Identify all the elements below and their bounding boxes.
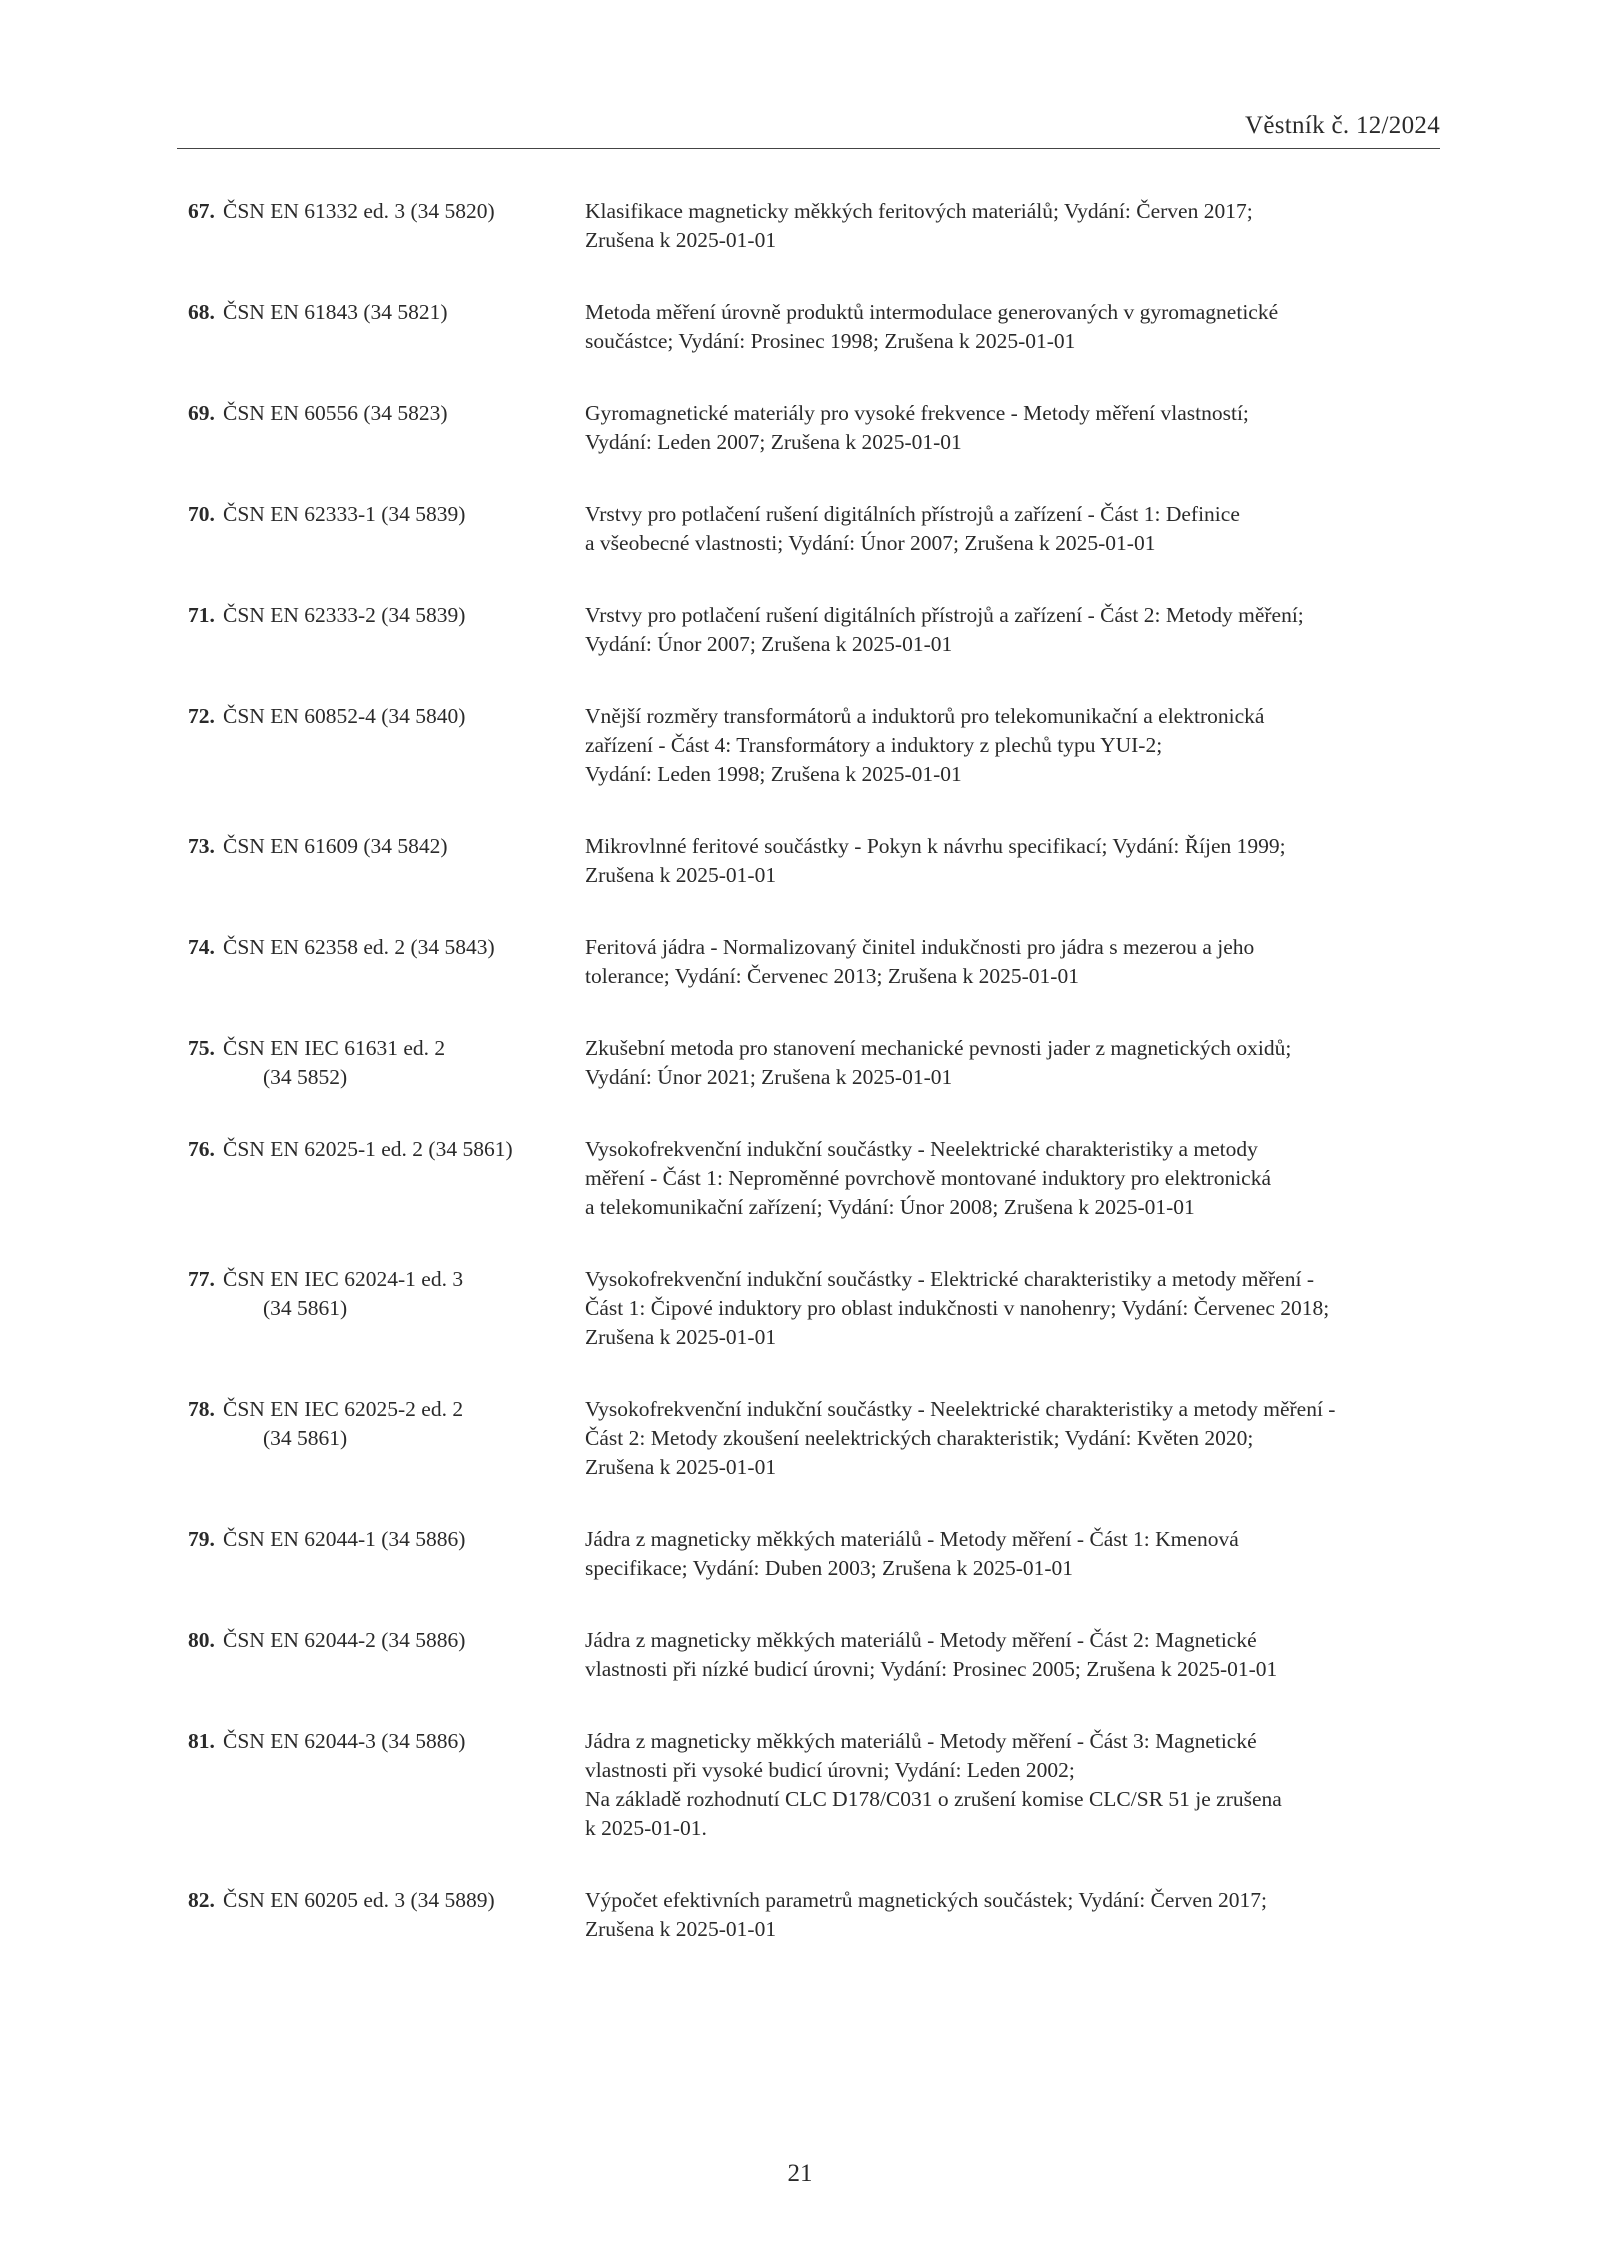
standard-description <box>585 1626 1443 1684</box>
designation-line: (34 5852) <box>263 1065 348 1089</box>
description-line: a všeobecné vlastnosti; Vydání: Únor 2007; Zrušena k 2025-01-01 <box>585 531 1156 555</box>
entry-number: 78. <box>188 1397 215 1421</box>
description-line: specifikace; Vydání: Duben 2003; Zrušena k 2025-01-01 <box>585 1556 1074 1580</box>
designation-line: ČSN EN 60852-4 (34 5840) <box>223 704 466 728</box>
list-item <box>188 933 1443 991</box>
entry-number: 70. <box>188 502 215 526</box>
page-header <box>177 112 1440 149</box>
description-line: součástce; Vydání: Prosinec 1998; Zrušena k 2025-01-01 <box>585 329 1076 353</box>
designation-line: ČSN EN 61843 (34 5821) <box>223 300 448 324</box>
description-line: Feritová jádra - Normalizovaný činitel indukčnosti pro jádra s mezerou a jeho <box>585 935 1255 959</box>
designation-line: ČSN EN 62044-2 (34 5886) <box>223 1628 466 1652</box>
standard-description <box>585 601 1443 659</box>
designation-line: ČSN EN IEC 61631 ed. 2 <box>223 1036 446 1060</box>
standard-description <box>585 1034 1443 1092</box>
standard-description <box>585 702 1443 789</box>
standard-description <box>585 1395 1443 1482</box>
description-line: Jádra z magneticky měkkých materiálů - Metody měření - Část 1: Kmenová <box>585 1527 1239 1551</box>
standard-designation <box>223 298 585 356</box>
standard-description <box>585 1525 1443 1583</box>
designation-line: ČSN EN 61609 (34 5842) <box>223 834 448 858</box>
standard-description <box>585 399 1443 457</box>
description-line: Vysokofrekvenční indukční součástky - Neelektrické charakteristiky a metody <box>585 1137 1258 1161</box>
standard-description <box>585 298 1443 356</box>
list-item <box>188 702 1443 789</box>
description-line: Vydání: Únor 2021; Zrušena k 2025-01-01 <box>585 1065 953 1089</box>
description-line: Vydání: Únor 2007; Zrušena k 2025-01-01 <box>585 632 953 656</box>
standard-designation <box>223 1886 585 1944</box>
description-line: Vrstvy pro potlačení rušení digitálních přístrojů a zařízení - Část 1: Definice <box>585 502 1240 526</box>
list-item <box>188 1886 1443 1944</box>
description-line: tolerance; Vydání: Červenec 2013; Zrušena k 2025-01-01 <box>585 964 1079 988</box>
designation-line: ČSN EN 62044-1 (34 5886) <box>223 1527 466 1551</box>
entry-number: 79. <box>188 1527 215 1551</box>
list-item <box>188 1034 1443 1092</box>
description-line: Jádra z magneticky měkkých materiálů - Metody měření - Část 2: Magnetické <box>585 1628 1257 1652</box>
standard-description <box>585 197 1443 255</box>
standard-designation <box>223 1395 585 1482</box>
description-line: Část 1: Čipové induktory pro oblast indukčnosti v nanohenry; Vydání: Červenec 2018; <box>585 1296 1330 1320</box>
designation-line: ČSN EN 61332 ed. 3 (34 5820) <box>223 199 495 223</box>
designation-line: ČSN EN IEC 62024-1 ed. 3 <box>223 1267 464 1291</box>
entry-number: 75. <box>188 1036 215 1060</box>
description-line: Zrušena k 2025-01-01 <box>585 1917 777 1941</box>
description-line: Klasifikace magneticky měkkých feritových materiálů; Vydání: Červen 2017; <box>585 199 1253 223</box>
entry-number: 74. <box>188 935 215 959</box>
standard-designation <box>223 933 585 991</box>
entry-number: 68. <box>188 300 215 324</box>
designation-line: ČSN EN 60205 ed. 3 (34 5889) <box>223 1888 495 1912</box>
entry-number: 73. <box>188 834 215 858</box>
designation-line: ČSN EN 62044-3 (34 5886) <box>223 1729 466 1753</box>
standard-designation <box>223 1727 585 1843</box>
designation-line: (34 5861) <box>263 1426 348 1450</box>
standard-designation <box>223 500 585 558</box>
description-line: vlastnosti při nízké budicí úrovni; Vydání: Prosinec 2005; Zrušena k 2025-01-01 <box>585 1657 1278 1681</box>
description-line: Výpočet efektivních parametrů magnetických součástek; Vydání: Červen 2017; <box>585 1888 1268 1912</box>
standard-description <box>585 1727 1443 1843</box>
header-title: Věstník č. 12/2024 <box>1245 112 1440 139</box>
designation-line: (34 5861) <box>263 1296 348 1320</box>
list-item <box>188 1265 1443 1352</box>
standard-designation <box>223 702 585 789</box>
standard-description <box>585 1886 1443 1944</box>
description-line: a telekomunikační zařízení; Vydání: Únor 2008; Zrušena k 2025-01-01 <box>585 1195 1195 1219</box>
designation-line: ČSN EN 62333-2 (34 5839) <box>223 603 466 627</box>
description-line: zařízení - Část 4: Transformátory a induktory z plechů typu YUI-2; <box>585 733 1163 757</box>
list-item <box>188 1626 1443 1684</box>
designation-line: ČSN EN 62333-1 (34 5839) <box>223 502 466 526</box>
list-item <box>188 601 1443 659</box>
standard-description <box>585 500 1443 558</box>
description-line: Jádra z magneticky měkkých materiálů - Metody měření - Část 3: Magnetické <box>585 1729 1257 1753</box>
description-line: Gyromagnetické materiály pro vysoké frekvence - Metody měření vlastností; <box>585 401 1249 425</box>
description-line: Zrušena k 2025-01-01 <box>585 1455 777 1479</box>
description-line: Zrušena k 2025-01-01 <box>585 228 777 252</box>
description-line: Na základě rozhodnutí CLC D178/C031 o zrušení komise CLC/SR 51 je zrušena <box>585 1787 1282 1811</box>
description-line: Vrstvy pro potlačení rušení digitálních přístrojů a zařízení - Část 2: Metody měření; <box>585 603 1304 627</box>
description-line: měření - Část 1: Neproměnné povrchově montované induktory pro elektronická <box>585 1166 1272 1190</box>
entry-number: 82. <box>188 1888 215 1912</box>
description-line: Část 2: Metody zkoušení neelektrických charakteristik; Vydání: Květen 2020; <box>585 1426 1254 1450</box>
entry-number: 77. <box>188 1267 215 1291</box>
standard-designation <box>223 832 585 890</box>
description-line: Mikrovlnné feritové součástky - Pokyn k návrhu specifikací; Vydání: Říjen 1999; <box>585 834 1286 858</box>
description-line: Metoda měření úrovně produktů intermodulace generovaných v gyromagnetické <box>585 300 1279 324</box>
description-line: Vysokofrekvenční indukční součástky - Elektrické charakteristiky a metody měření - <box>585 1267 1314 1291</box>
list-item <box>188 832 1443 890</box>
standard-designation <box>223 197 585 255</box>
designation-line: ČSN EN 60556 (34 5823) <box>223 401 448 425</box>
description-line: vlastnosti při vysoké budicí úrovni; Vydání: Leden 2002; <box>585 1758 1075 1782</box>
standard-designation <box>223 601 585 659</box>
standard-designation <box>223 1626 585 1684</box>
description-line: Zrušena k 2025-01-01 <box>585 1325 777 1349</box>
entry-number: 80. <box>188 1628 215 1652</box>
standard-description <box>585 1265 1443 1352</box>
list-item <box>188 1135 1443 1222</box>
list-item <box>188 197 1443 255</box>
standard-designation <box>223 1525 585 1583</box>
list-item <box>188 1525 1443 1583</box>
list-item <box>188 298 1443 356</box>
designation-line: ČSN EN 62025-1 ed. 2 (34 5861) <box>223 1137 513 1161</box>
list-item <box>188 399 1443 457</box>
standards-list <box>188 197 1443 1987</box>
description-line: Vydání: Leden 2007; Zrušena k 2025-01-01 <box>585 430 962 454</box>
entry-number: 81. <box>188 1729 215 1753</box>
page-number: 21 <box>787 2160 813 2187</box>
description-line: Zrušena k 2025-01-01 <box>585 863 777 887</box>
description-line: k 2025-01-01. <box>585 1816 707 1840</box>
description-line: Zkušební metoda pro stanovení mechanické pevnosti jader z magnetických oxidů; <box>585 1036 1292 1060</box>
entry-number: 71. <box>188 603 215 627</box>
standard-designation <box>223 1034 585 1092</box>
list-item <box>188 500 1443 558</box>
description-line: Vysokofrekvenční indukční součástky - Neelektrické charakteristiky a metody měření - <box>585 1397 1336 1421</box>
standard-description <box>585 1135 1443 1222</box>
standard-designation <box>223 1135 585 1222</box>
standard-description <box>585 832 1443 890</box>
entry-number: 67. <box>188 199 215 223</box>
standard-description <box>585 933 1443 991</box>
standard-designation <box>223 1265 585 1352</box>
description-line: Vydání: Leden 1998; Zrušena k 2025-01-01 <box>585 762 962 786</box>
entry-number: 72. <box>188 704 215 728</box>
designation-line: ČSN EN IEC 62025-2 ed. 2 <box>223 1397 464 1421</box>
standard-designation <box>223 399 585 457</box>
designation-line: ČSN EN 62358 ed. 2 (34 5843) <box>223 935 495 959</box>
entry-number: 76. <box>188 1137 215 1161</box>
list-item <box>188 1395 1443 1482</box>
list-item <box>188 1727 1443 1843</box>
entry-number: 69. <box>188 401 215 425</box>
description-line: Vnější rozměry transformátorů a induktorů pro telekomunikační a elektronická <box>585 704 1265 728</box>
